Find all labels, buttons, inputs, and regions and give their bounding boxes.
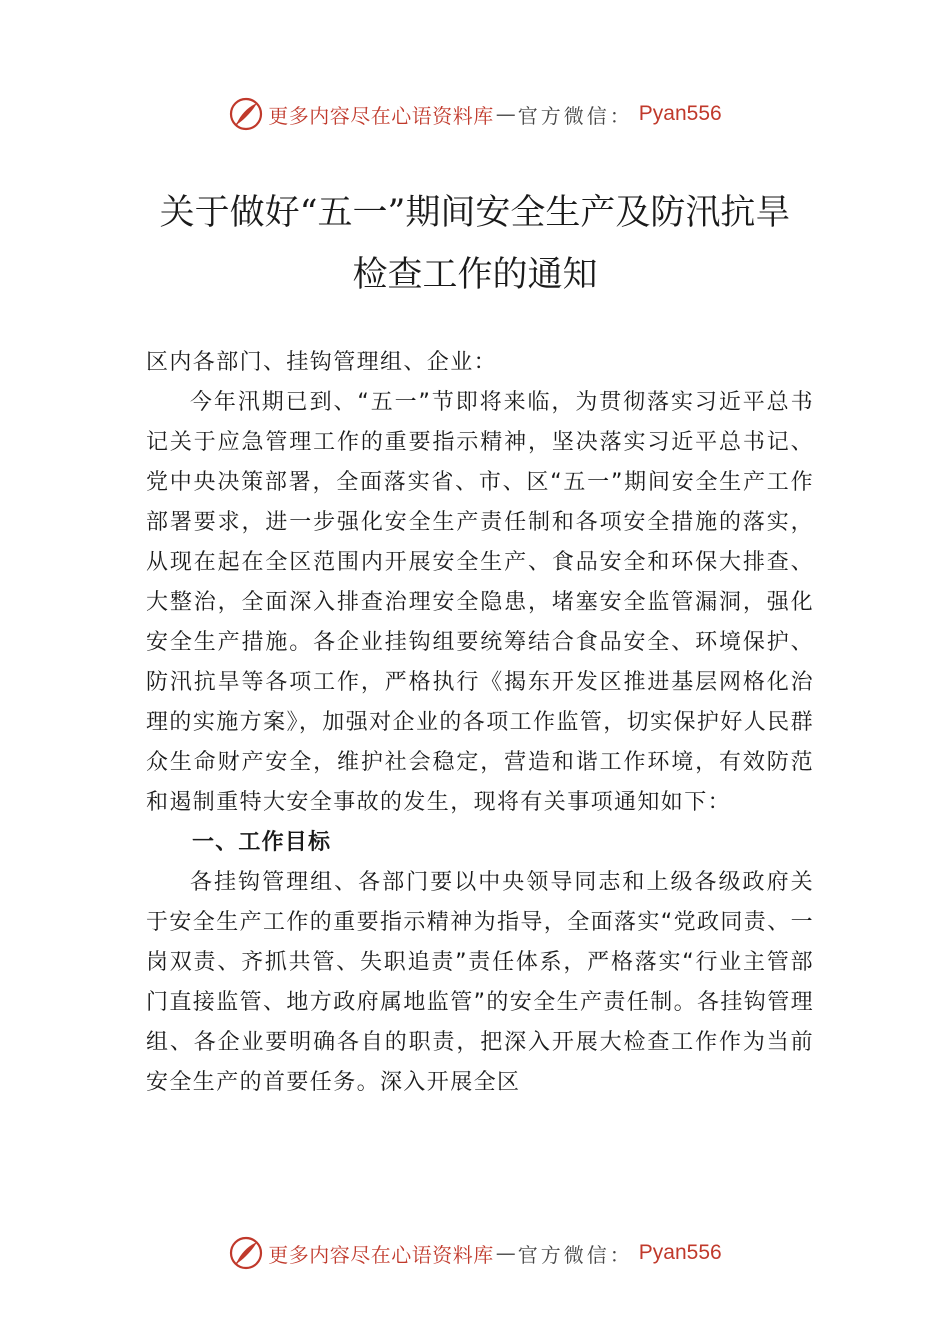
document-body	[146, 343, 814, 1103]
watermark-brand-name: 更多内容尽在心语资料库	[268, 103, 494, 128]
quill-logo-icon	[228, 1235, 264, 1271]
section-heading-work-goals: 一、工作目标	[192, 830, 332, 855]
document-title	[60, 182, 890, 306]
watermark-wechat-id: Pyan556	[638, 102, 722, 125]
quill-logo-icon	[228, 96, 264, 132]
salutation: 区内各部门、挂钩管理组、企业：	[146, 350, 498, 375]
watermark-wechat-id: Pyan556	[638, 1241, 722, 1264]
watermark-wechat-label: 官方微信：	[517, 103, 633, 128]
watermark-wechat-label: 官方微信：	[517, 1242, 633, 1267]
paragraph-intro: 今年汛期已到、“五一”节即将来临，为贯彻落实习近平总书记关于应急管理工作的重要指示精神，坚决落实习近平总书记、党中央决策部署，全面落实省、市、区“五一”期间安全生产工作部署要求，进一步强化安全生产责任制和各项安全措施的落实，从现在起在全区范围内开展安全生产、食品安全和环保大排查、大整治，全面深入排查治理安全隐患，堵塞安全监管漏洞，强化安全生产措施。各企业挂钩组要统筹结合食品安全、环境保护、防汛抗旱等各项工作，严格执行《揭东开发区推进基层网格化治理的实施方案》，加强对企业的各项工作监管，切实保护好人民群众生命财产安全，维护社会稳定，营造和谐工作环境，有效防范和遏制重特大安全事故的发生，现将有关事项通知如下：	[146, 390, 814, 815]
watermark-separator: —	[495, 102, 516, 126]
watermark-separator: —	[495, 1241, 516, 1265]
header-watermark	[0, 94, 950, 134]
title-line-1: 关于做好“五一”期间安全生产及防汛抗旱	[159, 193, 791, 233]
title-line-2: 检查工作的通知	[352, 255, 598, 295]
paragraph-work-goals: 各挂钩管理组、各部门要以中央领导同志和上级各级政府关于安全生产工作的重要指示精神为指导，全面落实“党政同责、一岗双责、齐抓共管、失职追责”责任体系，严格落实“行业主管部门直接监管、地方政府属地监管”的安全生产责任制。各挂钩管理组、各企业要明确各自的职责，把深入开展大检查工作作为当前安全生产的首要任务。深入开展全区	[146, 870, 814, 1095]
watermark-brand-name: 更多内容尽在心语资料库	[268, 1242, 494, 1267]
footer-watermark	[0, 1233, 950, 1273]
